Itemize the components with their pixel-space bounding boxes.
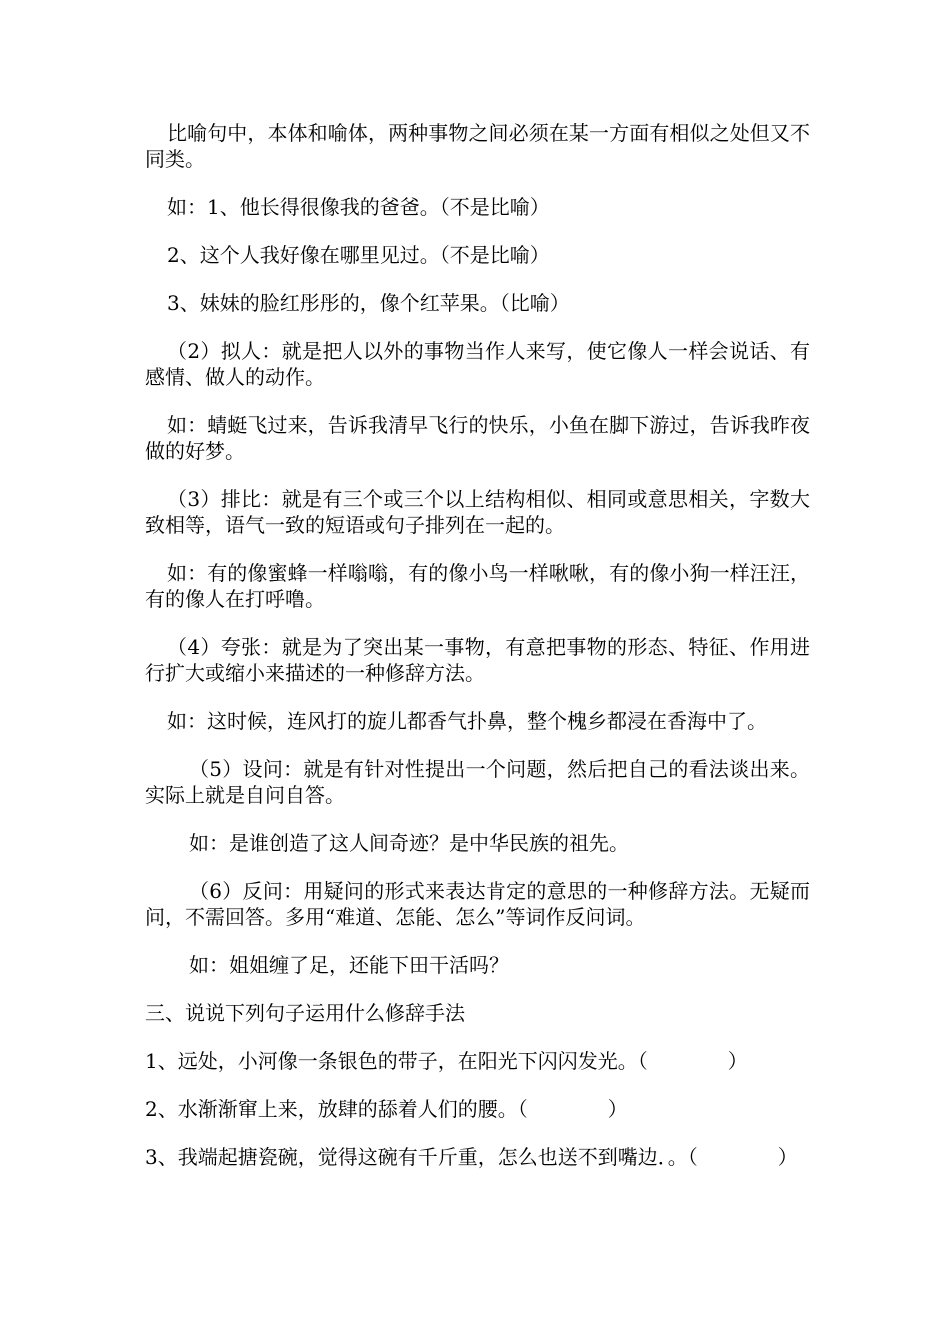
paragraph-rhetorical-question: （6）反问：用疑问的形式来表达肯定的意思的一种修辞方法。无疑而问，不需回答。多用“难道、怎能、怎么”等词作反问词。 — [145, 879, 810, 929]
paragraph-personification: （2）拟人：就是把人以外的事物当作人来写，使它像人一样会说话、有感情、做人的动作。 — [145, 339, 810, 389]
paragraph-example-3: 3、妹妹的脸红彤彤的，像个红苹果。（比喻） — [167, 291, 570, 315]
paragraph-metaphor-rule: 比喻句中，本体和喻体，两种事物之间必须在某一方面有相似之处但又不同类。 — [145, 121, 810, 171]
document-page — [145, 120, 810, 1192]
exercise-item-1: 1、远处，小河像一条银色的带子，在阳光下闪闪发光。（ ） — [145, 1049, 748, 1073]
paragraph-example-2: 2、这个人我好像在哪里见过。（不是比喻） — [167, 243, 550, 267]
exercise-item-2: 2、水渐渐窜上来，放肆的舔着人们的腰。（ ） — [145, 1097, 628, 1121]
paragraph-rhetorical-question-setup: （5）设问：就是有针对性提出一个问题，然后把自己的看法谈出来。实际上就是自问自答。 — [145, 757, 810, 807]
section-heading-exercise: 三、说说下列句子运用什么修辞手法 — [145, 1001, 465, 1025]
paragraph-example-1: 如：1、他长得很像我的爸爸。（不是比喻） — [167, 195, 550, 219]
paragraph-exaggeration: （4）夸张：就是为了突出某一事物，有意把事物的形态、特征、作用进行扩大或缩小来描述的一种修辞方法。 — [145, 635, 810, 685]
paragraph-parallelism-example: 如：有的像蜜蜂一样嗡嗡，有的像小鸟一样啾啾，有的像小狗一样汪汪，有的像人在打呼噜。 — [145, 561, 810, 611]
paragraph-rhetorical-example: 如：姐姐缠了足，还能下田干活吗？ — [189, 953, 509, 977]
paragraph-exaggeration-example: 如：这时候，连风打的旋儿都香气扑鼻，整个槐乡都浸在香海中了。 — [167, 709, 767, 733]
exercise-item-3: 3、我端起搪瓷碗，觉得这碗有千斤重，怎么也送不到嘴边．。（ ） — [145, 1145, 798, 1169]
paragraph-setup-example: 如：是谁创造了这人间奇迹？是中华民族的祖先。 — [189, 831, 629, 855]
paragraph-parallelism: （3）排比：就是有三个或三个以上结构相似、相同或意思相关，字数大致相等，语气一致的短语或句子排列在一起的。 — [145, 487, 810, 537]
paragraph-personification-example: 如：蜻蜓飞过来，告诉我清早飞行的快乐，小鱼在脚下游过，告诉我昨夜做的好梦。 — [145, 413, 810, 463]
